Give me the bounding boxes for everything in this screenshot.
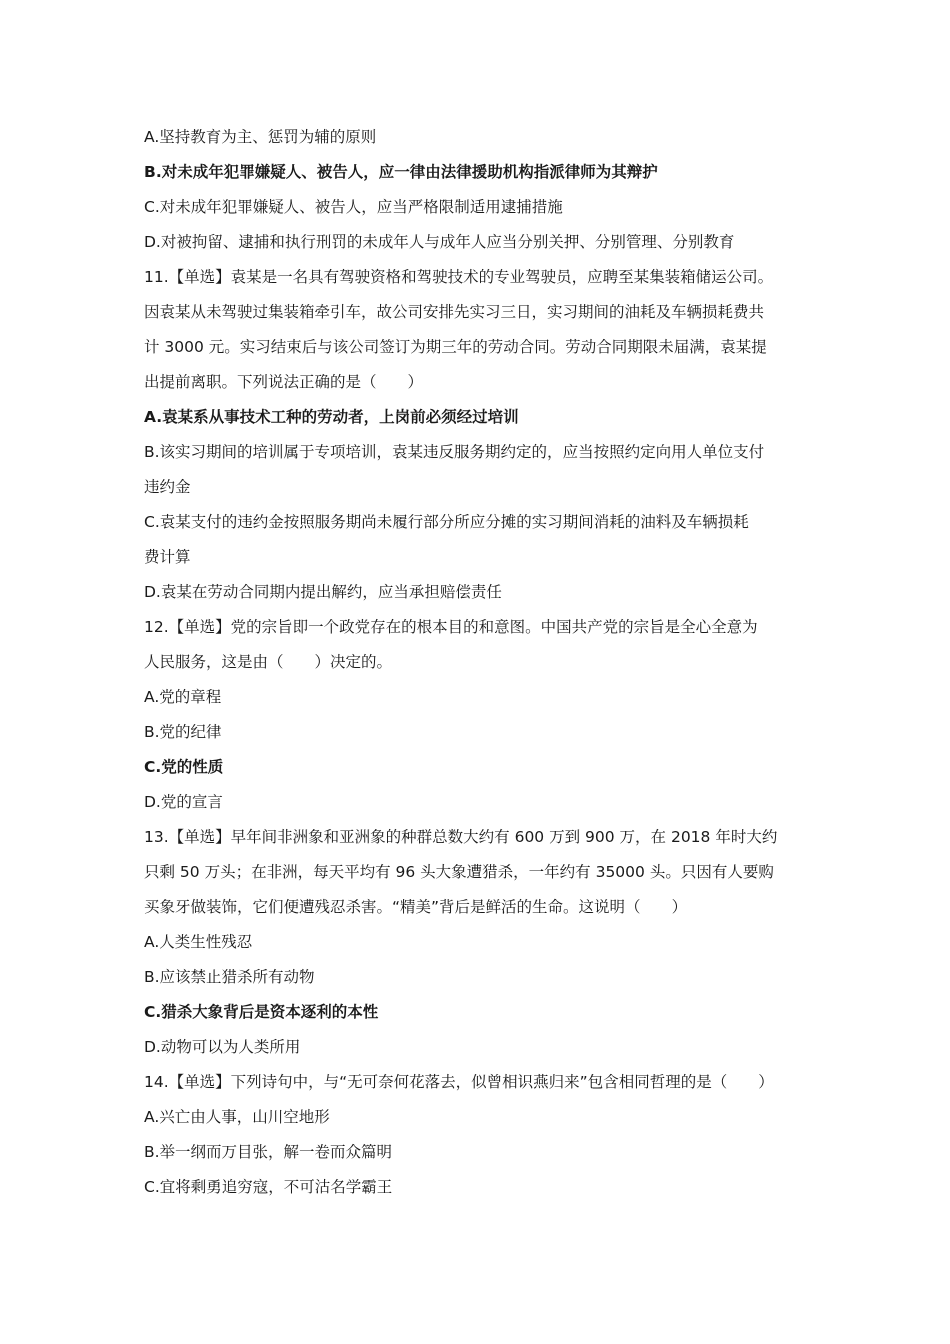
answer-line: C.党的性质 xyxy=(144,758,224,776)
text-line: 买象牙做装饰，它们便遭残忍杀害。“精美”背后是鲜活的生命。这说明（ ） xyxy=(144,898,688,916)
text-line: A.兴亡由人事，山川空地形 xyxy=(144,1108,330,1126)
text-line: 只剩 50 万头；在非洲，每天平均有 96 头大象遭猎杀，一年约有 35000 头。只因有人要购 xyxy=(144,863,774,881)
text-line: A.人类生性残忍 xyxy=(144,933,253,951)
text-line: 11.【单选】袁某是一名具有驾驶资格和驾驶技术的专业驾驶员，应聘至某集装箱储运公司。 xyxy=(144,268,774,286)
text-line: 违约金 xyxy=(144,478,191,496)
text-line: D.党的宣言 xyxy=(144,793,223,811)
document-page xyxy=(144,120,810,1205)
answer-line: C.猎杀大象背后是资本逐利的本性 xyxy=(144,1003,379,1021)
text-line: 出提前离职。下列说法正确的是（ ） xyxy=(144,373,424,391)
text-line: C.对未成年犯罪嫌疑人、被告人，应当严格限制适用逮捕措施 xyxy=(144,198,563,216)
text-line: 费计算 xyxy=(144,548,191,566)
text-line: 计 3000 元。实习结束后与该公司签订为期三年的劳动合同。劳动合同期限未届满，袁某提 xyxy=(144,338,767,356)
answer-line: B.对未成年犯罪嫌疑人、被告人，应一律由法律援助机构指派律师为其辩护 xyxy=(144,163,658,181)
text-line: D.袁某在劳动合同期内提出解约，应当承担赔偿责任 xyxy=(144,583,502,601)
text-line: 13.【单选】早年间非洲象和亚洲象的种群总数大约有 600 万到 900 万，在 2018 年时大约 xyxy=(144,828,778,846)
text-line: 人民服务，这是由（ ）决定的。 xyxy=(144,653,393,671)
text-line: 14.【单选】下列诗句中，与“无可奈何花落去，似曾相识燕归来”包含相同哲理的是（ ） xyxy=(144,1073,774,1091)
text-line: 因袁某从未驾驶过集装箱牵引车，故公司安排先实习三日，实习期间的油耗及车辆损耗费共 xyxy=(144,303,765,321)
text-line: B.党的纪律 xyxy=(144,723,222,741)
text-line: C.袁某支付的违约金按照服务期尚未履行部分所应分摊的实习期间消耗的油料及车辆损耗 xyxy=(144,513,749,531)
text-line: D.对被拘留、逮捕和执行刑罚的未成年人与成年人应当分别关押、分别管理、分别教育 xyxy=(144,233,735,251)
text-line: A.党的章程 xyxy=(144,688,222,706)
text-line: 12.【单选】党的宗旨即一个政党存在的根本目的和意图。中国共产党的宗旨是全心全意为 xyxy=(144,618,758,636)
text-line: B.举一纲而万目张，解一卷而众篇明 xyxy=(144,1143,393,1161)
answer-line: A.袁某系从事技术工种的劳动者，上岗前必须经过培训 xyxy=(144,408,519,426)
text-line: B.应该禁止猎杀所有动物 xyxy=(144,968,315,986)
text-line: A.坚持教育为主、惩罚为辅的原则 xyxy=(144,128,377,146)
text-line: B.该实习期间的培训属于专项培训，袁某违反服务期约定的，应当按照约定向用人单位支付 xyxy=(144,443,765,461)
text-line: C.宜将剩勇追穷寇，不可沽名学霸王 xyxy=(144,1178,393,1196)
text-line: D.动物可以为人类所用 xyxy=(144,1038,301,1056)
